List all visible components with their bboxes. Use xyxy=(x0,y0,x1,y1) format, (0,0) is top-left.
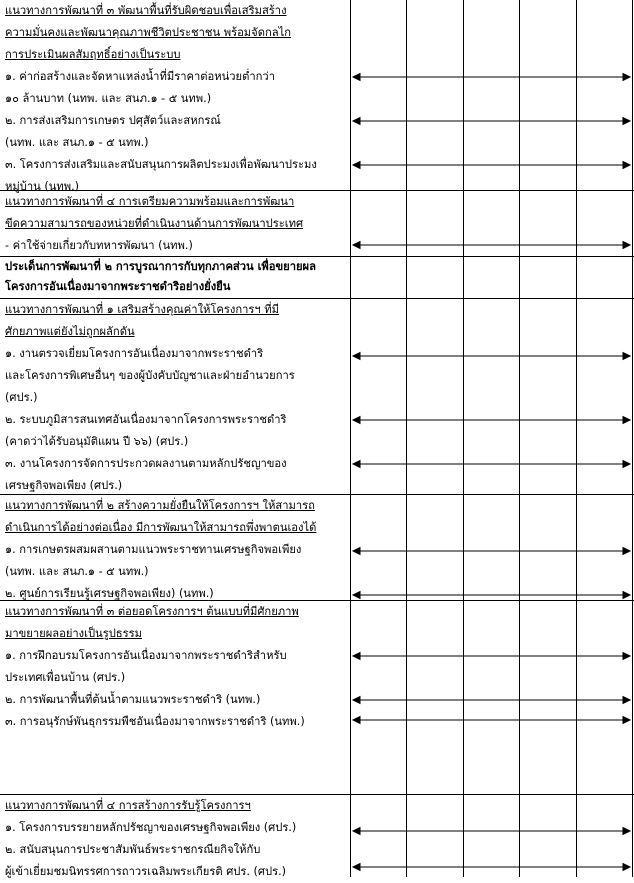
item-line: ประเทศเพื่อนบ้าน (ศปร.) xyxy=(5,671,126,684)
timeline-arrow xyxy=(353,828,630,835)
item-line: ๓. โครงการส่งเสริมและสนับสนุนการผลิตประมงเพื่อพัฒนาประมง xyxy=(5,158,317,171)
timeline-arrow xyxy=(353,717,630,724)
heading-line: แนวทางการพัฒนาที่ ๒ สร้างความยั่งยืนให้โครงการฯ ให้สามารถ xyxy=(5,499,315,512)
item-line: (ศปร.) xyxy=(5,391,38,404)
item-line: ๒. การส่งเสริมการเกษตร ปศุสัตว์และสหกรณ์ xyxy=(5,114,221,127)
heading-line: แนวทางการพัฒนาที่ ๔ การเตรียมความพร้อมและการพัฒนา xyxy=(5,195,295,208)
heading-line: มาขยายผลอย่างเป็นรูปธรรม xyxy=(5,627,143,640)
item-line: ๑. การฝึกอบรมโครงการอันเนื่องมาจากพระราชดำริสำหรับ xyxy=(5,649,287,662)
timeline-arrow xyxy=(353,461,630,468)
section-dev-approach-3 xyxy=(5,0,345,198)
item-line: (นทพ. และ สนภ.๑ - ๕ นทพ.) xyxy=(5,136,149,149)
item-line: ๒. ระบบภูมิสารสนเทศอันเนื่องมาจากโครงการพระราชดำริ xyxy=(5,413,287,426)
timeline-arrow xyxy=(353,592,630,599)
section-dev-approach-4 xyxy=(5,191,345,257)
timeline-arrow xyxy=(353,242,630,249)
heading-line: ดำเนินการได้อย่างต่อเนื่อง มีการพัฒนาให้สามารถพึ่งพาตนเองได้ xyxy=(5,521,317,534)
issue-heading-line: ประเด็นการพัฒนาที่ ๒ การบูรณาการกับทุกภาคส่วน เพื่อขยายผล xyxy=(5,260,316,273)
timeline-arrow xyxy=(353,74,630,81)
item-line: ๓. งานโครงการจัดการประกวดผลงานตามหลักปรัชญาของ xyxy=(5,457,287,470)
timeline-arrow xyxy=(353,118,630,125)
heading-line: แนวทางการพัฒนาที่ ๓ พัฒนาพื้นที่รับผิดชอบเพื่อเสริมสร้าง xyxy=(5,4,287,17)
item-line: (คาดว่าได้รับอนุมัติแผน ปี ๖๖) (ศปร.) xyxy=(5,435,189,448)
item-line: และโครงการพิเศษอื่นๆ ของผู้บังคับบัญชาและฝ่ายอำนวยการ xyxy=(5,369,295,382)
timeline-arrow xyxy=(353,548,630,555)
item-line: ๒. ศูนย์การเรียนรู้เศรษฐกิจพอเพียง) (นทพ.) xyxy=(5,587,214,600)
item-line: ๒. การพัฒนาพื้นที่ต้นน้ำตามแนวพระราชดำริ (นทพ.) xyxy=(5,693,261,706)
section-strategic-issue-2 xyxy=(5,257,345,297)
heading-line: ความมั่นคงและพัฒนาคุณภาพชีวิตประชาชน พร้อมจัดกลไก xyxy=(5,26,292,39)
item-line: เศรษฐกิจพอเพียง (ศปร.) xyxy=(5,479,123,492)
item-line: ๓. การอนุรักษ์พันธุกรรมพืชอันเนื่องมาจากพระราชดำริ (นทพ.) xyxy=(5,715,305,728)
item-line: ผู้เข้าเยี่ยมชมนิทรรศการถาวรเฉลิมพระเกียรติ ศปร. (ศปร.) xyxy=(5,865,287,878)
section-dev-approach-4b xyxy=(5,795,345,883)
item-line: ๑. การเกษตรผสมผสานตามแนวพระราชทานเศรษฐกิจพอเพียง xyxy=(5,543,302,556)
item-line: ๑. ค่าก่อสร้างและจัดหาแหล่งน้ำที่มีราคาต่อหน่วยต่ำกว่า xyxy=(5,70,275,83)
issue-heading-line: โครงการอันเนื่องมาจากพระราชดำริอย่างยั่งยืน xyxy=(5,280,231,293)
item-line: ๑. งานตรวจเยี่ยมโครงการอันเนื่องมาจากพระราชดำริ xyxy=(5,347,264,360)
timeline-arrow xyxy=(353,697,630,704)
timeline-arrow xyxy=(353,162,630,169)
item-line: ๒. สนับสนุนการประชาสัมพันธ์พระราชกรณียกิจให้กับ xyxy=(5,843,261,856)
timeline-arrow xyxy=(353,417,630,424)
heading-line: ขีดความสามารถของหน่วยที่ดำเนินงานด้านการพัฒนาประเทศ xyxy=(5,217,304,230)
item-line: - ค่าใช้จ่ายเกี่ยวกับทหารพัฒนา (นทพ.) xyxy=(5,239,193,252)
section-dev-approach-3b xyxy=(5,601,345,733)
heading-line: แนวทางการพัฒนาที่ ๑ เสริมสร้างคุณค่าให้โครงการฯ ที่มี xyxy=(5,303,280,316)
section-dev-approach-2 xyxy=(5,495,345,605)
item-line: ๑. โครงการบรรยายหลักปรัชญาของเศรษฐกิจพอเพียง (ศปร.) xyxy=(5,821,297,834)
item-line: (นทพ. และ สนภ.๑ - ๕ นทพ.) xyxy=(5,565,149,578)
timeline-arrow xyxy=(353,653,630,660)
heading-line: การประเมินผลสัมฤทธิ์อย่างเป็นระบบ xyxy=(5,48,181,61)
item-line: ๑๐ ล้านบาท (นทพ. และ สนภ.๑ - ๕ นทพ.) xyxy=(5,92,212,105)
heading-line: แนวทางการพัฒนาที่ ๓ ต่อยอดโครงการฯ ต้นแบบที่มีศักยภาพ xyxy=(5,605,299,618)
item-line: หมู่บ้าน (นทพ.) xyxy=(5,180,80,193)
section-dev-approach-1 xyxy=(5,299,345,497)
heading-line: แนวทางการพัฒนาที่ ๔ การสร้างการรับรู้โครงการฯ xyxy=(5,799,251,812)
timeline-arrow xyxy=(353,353,630,360)
timeline-arrow xyxy=(353,864,630,871)
heading-line: ศักยภาพแต่ยังไม่ถูกผลักดัน xyxy=(5,325,135,338)
